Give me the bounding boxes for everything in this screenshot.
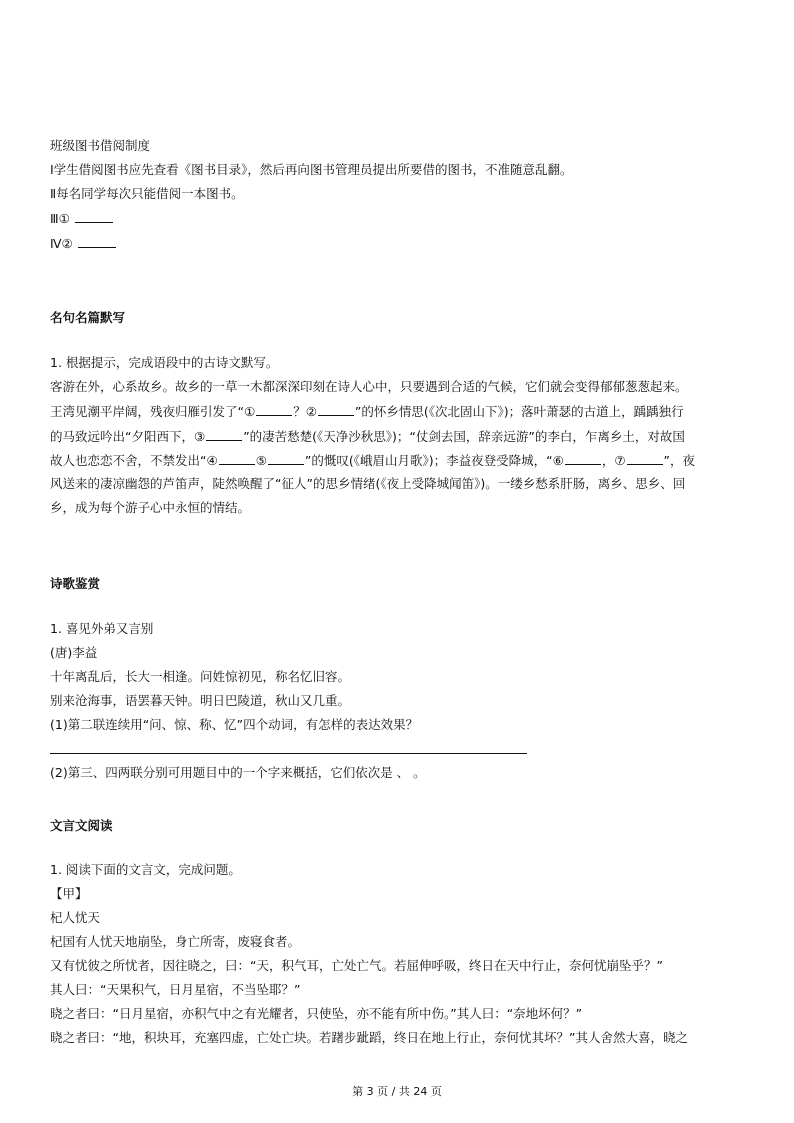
poem-subquestion-1: (1)第二联连续用“问、惊、称、忆”四个动词，有怎样的表达效果？ bbox=[50, 717, 419, 732]
dictation-line-3 bbox=[50, 428, 685, 445]
dictation-text: 故人也恋恋不舍，不禁发出“④ bbox=[50, 453, 218, 468]
dictation-text: ”的怀乡情思(《次北固山下》)；落叶萧瑟的古道上，踽踽独行 bbox=[354, 404, 684, 419]
dictation-line-2 bbox=[50, 403, 684, 420]
classical-line-1: 杞国有人忧天地崩坠，身亡所寄，废寝食者。 bbox=[50, 934, 301, 949]
dictation-line-5: 风送来的凄凉幽怨的芦笛声，陡然唤醒了“征人”的思乡情绪(《夜上受降城闻笛》)。一缕乡愁系肝肠，离乡、思乡、回 bbox=[50, 476, 686, 491]
rule-2: Ⅱ每名同学每次只能借阅一本图书。 bbox=[50, 186, 244, 201]
rules-title: 班级图书借阅制度 bbox=[50, 138, 151, 153]
dictation-line-4 bbox=[50, 452, 695, 469]
rule-3 bbox=[50, 210, 114, 227]
blank-5[interactable] bbox=[268, 452, 304, 465]
section-heading-poetry: 诗歌鉴赏 bbox=[50, 576, 101, 591]
classical-line-2: 又有忧彼之所忧者，因往晓之，曰：“天，积气耳，亡处亡气。若屈伸呼吸，终日在天中行止，奈何忧崩坠乎？” bbox=[50, 958, 663, 973]
rule-4 bbox=[50, 235, 117, 252]
dictation-line-1: 客游在外，心系故乡。故乡的一草一木都深深印刻在诗人心中，只要遇到合适的气候，它们就会变得郁郁葱葱起来。 bbox=[50, 379, 688, 394]
rule-4-label: Ⅳ② bbox=[50, 236, 73, 251]
dictation-text: ？② bbox=[293, 404, 317, 419]
classical-tag: 【甲】 bbox=[50, 886, 88, 901]
blank-3[interactable] bbox=[206, 428, 242, 441]
dictation-line-6: 乡，成为每个游子心中永恒的情结。 bbox=[50, 500, 251, 515]
section-heading-dictation: 名句名篇默写 bbox=[50, 310, 126, 325]
dictation-text: ”的凄苦愁楚(《天净沙秋思》)；“仗剑去国，辞亲远游”的李白，乍离乡土，对故国 bbox=[243, 429, 685, 444]
poem-question: 1. 喜见外弟又言别 bbox=[50, 621, 154, 636]
rule-4-blank[interactable] bbox=[78, 235, 116, 248]
classical-line-3: 其人曰：“天果积气，日月星宿，不当坠耶？” bbox=[50, 982, 301, 997]
blank-1[interactable] bbox=[256, 403, 292, 416]
rule-3-blank[interactable] bbox=[75, 210, 113, 223]
answer-line[interactable] bbox=[50, 753, 527, 754]
blank-6[interactable] bbox=[565, 452, 601, 465]
page-footer: 第 3 页 / 共 24 页 bbox=[352, 1085, 442, 1098]
dictation-text: 的马致远吟出“夕阳西下，③ bbox=[50, 429, 206, 444]
dictation-text: ”的慨叹(《峨眉山月歌》)；李益夜登受降城，“⑥ bbox=[304, 453, 564, 468]
dictation-text: ”，夜 bbox=[663, 453, 696, 468]
dictation-text: ，⑦ bbox=[601, 453, 626, 468]
poem-subquestion-2: (2)第三、四两联分别可用题目中的一个字来概括，它们依次是 、 。 bbox=[50, 765, 426, 780]
dictation-text: 王湾见潮平岸阔，残夜归雁引发了“① bbox=[50, 404, 256, 419]
rule-3-label: Ⅲ① bbox=[50, 211, 70, 226]
poem-author: (唐)李益 bbox=[50, 645, 98, 660]
poem-line-1: 十年离乱后，长大一相逢。问姓惊初见，称名忆旧容。 bbox=[50, 669, 351, 684]
classical-line-5: 晓之者曰：“地，积块耳，充塞四虚，亡处亡块。若躇步跐蹈，终日在地上行止，奈何忧其坏？”其人舍然大喜，晓之 bbox=[50, 1030, 688, 1045]
blank-2[interactable] bbox=[318, 403, 354, 416]
classical-title: 杞人忧天 bbox=[50, 910, 101, 925]
blank-7[interactable] bbox=[627, 452, 663, 465]
classical-line-4: 晓之者曰：“日月星宿，亦积气中之有光耀者，只使坠，亦不能有所中伤。”其人曰：“奈地坏何？” bbox=[50, 1006, 583, 1021]
poem-line-2: 别来沧海事，语罢暮天钟。明日巴陵道，秋山又几重。 bbox=[50, 693, 351, 708]
dictation-question: 1. 根据提示，完成语段中的古诗文默写。 bbox=[50, 355, 279, 370]
section-heading-classical: 文言文阅读 bbox=[50, 818, 113, 833]
dictation-text: ⑤ bbox=[255, 453, 267, 468]
blank-4[interactable] bbox=[219, 452, 255, 465]
classical-question: 1. 阅读下面的文言文，完成问题。 bbox=[50, 862, 241, 877]
rule-1: Ⅰ学生借阅图书应先查看《图书目录》，然后再向图书管理员提出所要借的图书，不准随意乱翻。 bbox=[50, 162, 573, 177]
